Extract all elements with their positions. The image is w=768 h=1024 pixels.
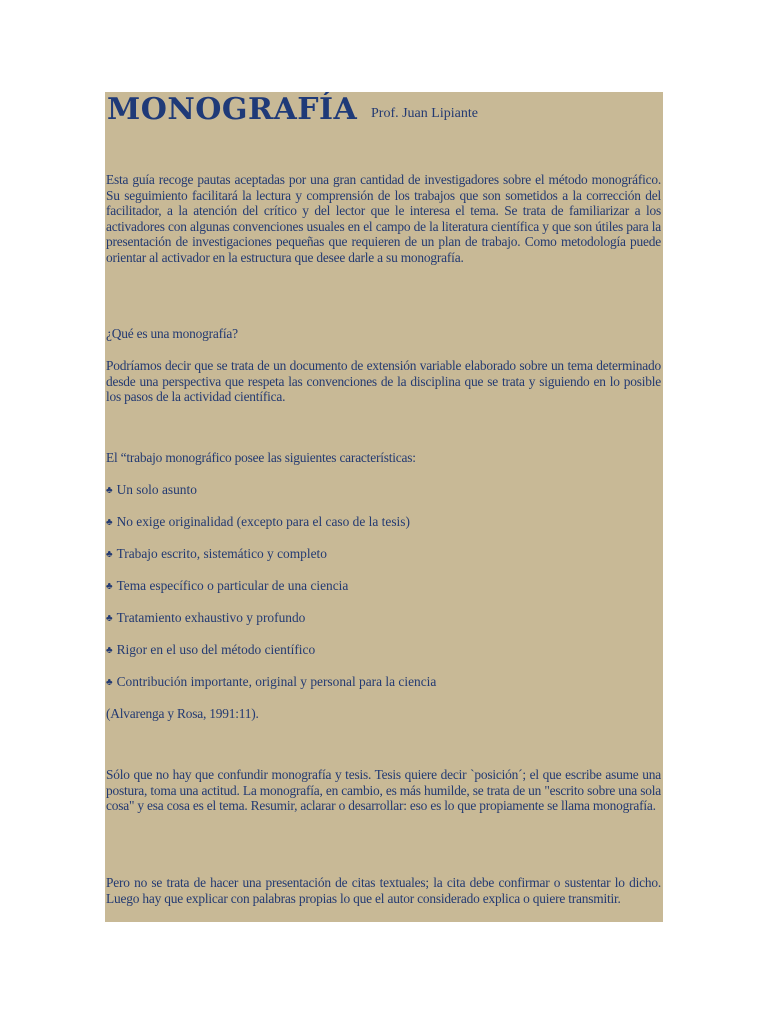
list-item [106, 578, 348, 596]
club-bullet-icon: ♣ [106, 677, 113, 688]
list-item [106, 610, 305, 628]
club-bullet-icon: ♣ [106, 581, 113, 592]
document-page [105, 92, 663, 922]
author-name: Prof. Juan Lipiante [371, 106, 478, 121]
list-item-text: Rigor en el uso del método científico [116, 642, 316, 657]
list-item-text: Tratamiento exhaustivo y profundo [116, 610, 306, 625]
list-item-text: Contribución importante, original y personal para la ciencia [116, 674, 437, 689]
citation: (Alvarenga y Rosa, 1991:11). [106, 706, 259, 721]
club-bullet-icon: ♣ [106, 517, 113, 528]
list-item-text: Tema específico o particular de una ciencia [116, 578, 349, 593]
list-item-text: No exige originalidad (excepto para el caso de la tesis) [116, 514, 410, 529]
features-intro: El “trabajo monográfico posee las siguientes características: [106, 450, 416, 465]
list-item [106, 546, 327, 564]
list-item [106, 642, 315, 660]
list-item [106, 482, 197, 500]
list-item-text: Un solo asunto [116, 482, 197, 497]
tesis-paragraph: Sólo que no hay que confundir monografía y tesis. Tesis quiere decir `posición´; el que escribe asume una postura, toma una actitud. La monografía, en cambio, es más humilde, se trata de un "escrito sobre una sola cosa" y esa cosa es el tema. Resumir, aclarar o desarrollar: eso es lo que propiamente se llama monografía. [106, 767, 661, 813]
page-title: MONOGRAFÍA [107, 92, 358, 127]
citas-paragraph: Pero no se trata de hacer una presentación de citas textuales; la cita debe confirmar o sustentar lo dicho. Luego hay que explicar con palabras propias lo que el autor considerado explica o quiere transmitir. [106, 875, 661, 906]
list-item-text: Trabajo escrito, sistemático y completo [116, 546, 327, 561]
club-bullet-icon: ♣ [106, 613, 113, 624]
intro-paragraph: Esta guía recoge pautas aceptadas por una gran cantidad de investigadores sobre el método monográfico. Su seguimiento facilitará la lectura y comprensión de los trabajos que son sometidos a la corrección del facilitador, a la atención del crítico y del lector que le interesa el tema. Se trata de familiarizar a los activadores con algunas convenciones usuales en el campo de la literatura científica y que son útiles para la presentación de investigaciones pequeñas que requieren de un plan de trabajo. Como metodología puede orientar al activador en la estructura que desee darle a su monografía. [106, 172, 661, 265]
club-bullet-icon: ♣ [106, 485, 113, 496]
club-bullet-icon: ♣ [106, 549, 113, 560]
list-item [106, 514, 410, 532]
list-item [106, 674, 436, 692]
question-heading: ¿Qué es una monografía? [106, 326, 238, 341]
club-bullet-icon: ♣ [106, 645, 113, 656]
definition-paragraph: Podríamos decir que se trata de un documento de extensión variable elaborado sobre un tema determinado desde una perspectiva que respeta las convenciones de la disciplina que se trata y siguiendo en lo posible los pasos de la actividad científica. [106, 358, 661, 404]
